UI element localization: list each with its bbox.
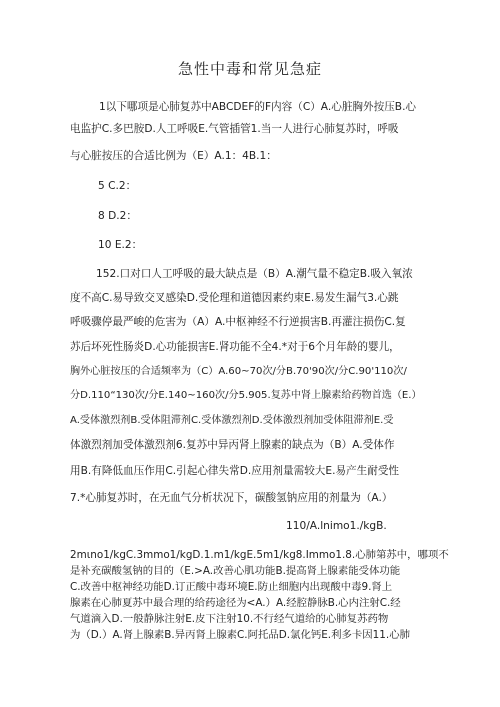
text-line-7: 152.口对口人工呼吸的最大缺点是（B）A.潮气量不稳定B.吸入氧浓 [96, 268, 413, 280]
text-line-22: 气道滴入D.一般静脉注射E.皮下注射10.不行经气道给的心肺复苏药物 [70, 613, 389, 625]
text-line-3: 与心脏按压的合适比例为（E）A.1：4B.1： [70, 150, 277, 162]
page-title: 急性中毒和常见急症 [177, 60, 322, 78]
text-line-21: 腺素在心肺夏苏中最合理的给药途径为<A.）A.经腔静脉B.心内注射C.经 [70, 597, 401, 609]
text-line-2: 电监护C.多巴胺D.人工呼吸E.气管插管1.当一人进行心肺复苏时，呼吸 [70, 123, 399, 135]
text-line-8: 度不高C.易导致交叉感染D.受伦理和道德因素约束E.易发生漏气3.心跳 [70, 292, 399, 304]
text-line-9: 呼吸骤停最严峻的危害为（A）A.中枢神经不行逆损害B.再灌注损伤C.复 [70, 316, 406, 328]
text-line-16: 7.*心肺复苏时，在无血气分析状况下，碳酸氢钠应用的剂量为（A.） [70, 492, 393, 504]
text-line-17: 110/A.lnimo1./kgB. [286, 520, 387, 532]
text-line-10: 苏后坏死性肠炎D.心功能损害E.肾功能不全4.*对于6个月年龄的婴儿， [70, 341, 400, 353]
text-line-1: 1以下哪项是心肺复苏中ABCDEF的F内容（C）A.心脏胸外按压B.心 [99, 101, 417, 113]
text-line-13: A.受体激烈剂B.受体阻滞剂C.受体激烈剂D.受体激烈剂加受体阻滞剂E.受 [70, 415, 394, 426]
text-line-19: 是补充碳酸氢钠的目的（E.>A.改善心肌功能B.提高肾上腺素能受体功能 [70, 565, 401, 577]
text-line-23: 为（D.）A.肾上腺素B.异丙肾上腺素C.阿托品D.氯化钙E.利多卡因11.心肺 [70, 629, 410, 641]
text-line-6: 10 E.2： [98, 239, 143, 251]
text-line-15: 用B.有降低血压作用C.引起心律失常D.应用剂量需较大E.易产生耐受性 [70, 465, 400, 477]
text-line-5: 8 D.2： [98, 210, 137, 222]
text-line-11: 胸外心脏按压的合适频率为（C）A.60~70次/分B.70'90次/分C.90'110次/ [70, 366, 407, 377]
text-line-4: 5 C.2： [98, 180, 137, 192]
text-line-20: C.改善中枢神经功能D.订正酸中毒环境E.防止细胞内出现酸中毒9.肾上 [70, 581, 393, 593]
text-line-14: 体激烈剂加受体激烈剂6.复苏中异丙肾上腺素的缺点为（B）A.受体作 [70, 439, 395, 451]
text-line-12: 分D.110“130次/分E.140~160次/分5.905.复苏中肾上腺素给药物首选（E.） [70, 390, 422, 401]
text-line-18: 2mιno1/kgC.3mmo1/kgD.1.m1/kgE.5m1/kg8.Immo1.8.心肺第苏中，哪项不 [70, 549, 449, 561]
